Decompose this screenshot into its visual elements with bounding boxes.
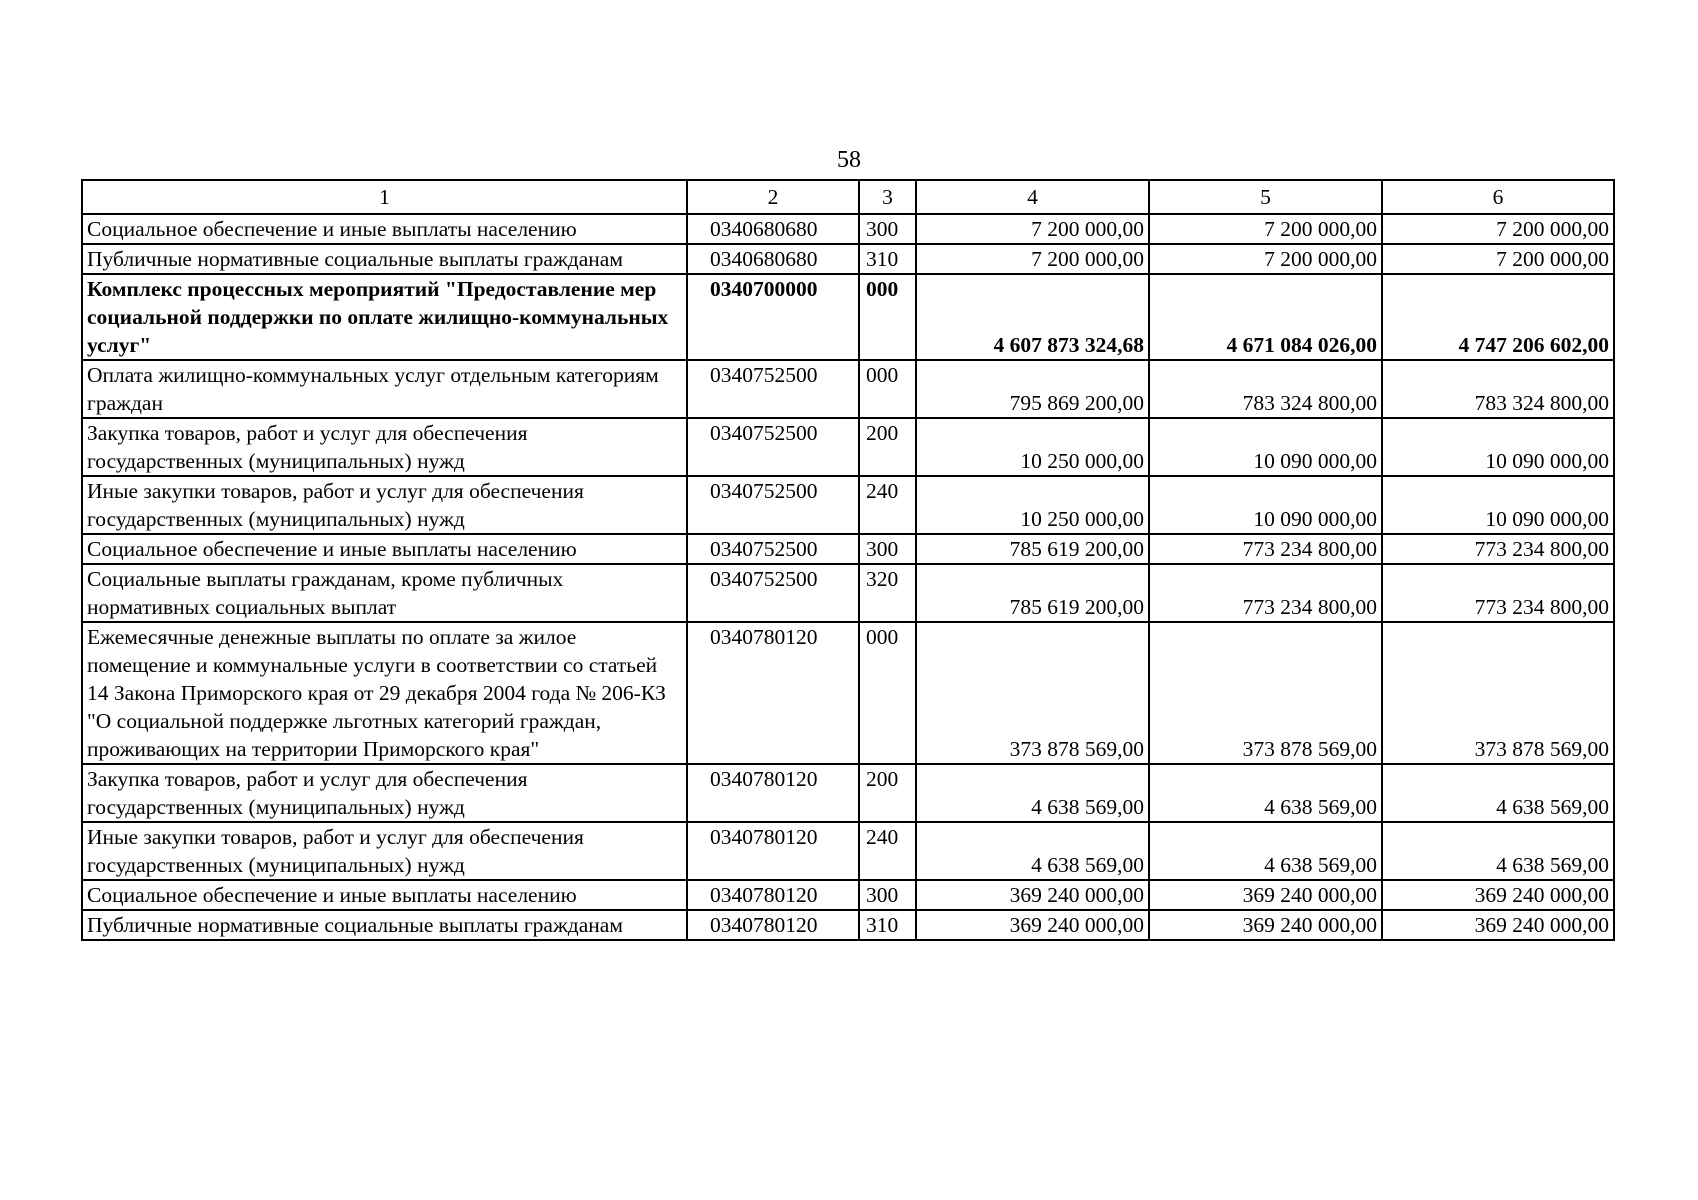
value-col4-cell: 7 200 000,00 (916, 214, 1149, 244)
name-cell: Социальное обеспечение и иные выплаты населению (82, 880, 687, 910)
table-row (82, 534, 1614, 564)
value-col4-cell: 4 607 873 324,68 (916, 274, 1149, 360)
value-col5-cell: 4 638 569,00 (1149, 822, 1382, 880)
value-col4-cell: 785 619 200,00 (916, 534, 1149, 564)
value-col4-cell: 10 250 000,00 (916, 418, 1149, 476)
name-cell: Социальное обеспечение и иные выплаты населению (82, 534, 687, 564)
kind-cell: 240 (859, 822, 916, 880)
value-col6-cell: 4 638 569,00 (1382, 822, 1614, 880)
kind-cell: 200 (859, 418, 916, 476)
kind-cell: 320 (859, 564, 916, 622)
value-col6-cell: 373 878 569,00 (1382, 622, 1614, 764)
name-cell: Комплекс процессных мероприятий "Предоставление мер социальной поддержки по оплате жилищно-коммунальных услуг" (82, 274, 687, 360)
value-col4-cell: 4 638 569,00 (916, 822, 1149, 880)
name-cell: Публичные нормативные социальные выплаты гражданам (82, 910, 687, 940)
value-col6-cell: 4 747 206 602,00 (1382, 274, 1614, 360)
kind-cell: 000 (859, 622, 916, 764)
value-col5-cell: 7 200 000,00 (1149, 244, 1382, 274)
column-header: 1 (82, 180, 687, 214)
value-col5-cell: 4 638 569,00 (1149, 764, 1382, 822)
code-cell: 0340780120 (687, 910, 859, 940)
value-col6-cell: 4 638 569,00 (1382, 764, 1614, 822)
header-row (82, 180, 1614, 214)
value-col6-cell: 10 090 000,00 (1382, 418, 1614, 476)
value-col6-cell: 10 090 000,00 (1382, 476, 1614, 534)
name-cell: Иные закупки товаров, работ и услуг для обеспечения государственных (муниципальных) нужд (82, 476, 687, 534)
value-col5-cell: 4 671 084 026,00 (1149, 274, 1382, 360)
value-col6-cell: 369 240 000,00 (1382, 880, 1614, 910)
value-col4-cell: 795 869 200,00 (916, 360, 1149, 418)
value-col5-cell: 773 234 800,00 (1149, 534, 1382, 564)
code-cell: 0340752500 (687, 360, 859, 418)
value-col4-cell: 369 240 000,00 (916, 910, 1149, 940)
table-row (82, 822, 1614, 880)
value-col6-cell: 7 200 000,00 (1382, 214, 1614, 244)
kind-cell: 310 (859, 910, 916, 940)
kind-cell: 300 (859, 214, 916, 244)
value-col5-cell: 783 324 800,00 (1149, 360, 1382, 418)
name-cell: Ежемесячные денежные выплаты по оплате за жилое помещение и коммунальные услуги в соответствии со статьей 14 Закона Приморского края от 29 декабря 2004 года № 206-КЗ "О социальной поддержке льготных категорий граждан, проживающих на территории Приморского края" (82, 622, 687, 764)
table-row (82, 476, 1614, 534)
table-row (82, 244, 1614, 274)
value-col5-cell: 10 090 000,00 (1149, 418, 1382, 476)
code-cell: 0340752500 (687, 476, 859, 534)
code-cell: 0340680680 (687, 244, 859, 274)
value-col4-cell: 10 250 000,00 (916, 476, 1149, 534)
kind-cell: 300 (859, 880, 916, 910)
name-cell: Оплата жилищно-коммунальных услуг отдельным категориям граждан (82, 360, 687, 418)
name-cell: Социальные выплаты гражданам, кроме публичных нормативных социальных выплат (82, 564, 687, 622)
value-col6-cell: 7 200 000,00 (1382, 244, 1614, 274)
value-col4-cell: 7 200 000,00 (916, 244, 1149, 274)
value-col4-cell: 373 878 569,00 (916, 622, 1149, 764)
table-row (82, 880, 1614, 910)
table-row (82, 564, 1614, 622)
value-col5-cell: 369 240 000,00 (1149, 880, 1382, 910)
budget-table-body (82, 180, 1614, 940)
value-col5-cell: 373 878 569,00 (1149, 622, 1382, 764)
value-col4-cell: 369 240 000,00 (916, 880, 1149, 910)
table-row (82, 622, 1614, 764)
value-col6-cell: 773 234 800,00 (1382, 564, 1614, 622)
kind-cell: 000 (859, 274, 916, 360)
column-header: 4 (916, 180, 1149, 214)
code-cell: 0340752500 (687, 418, 859, 476)
table-row (82, 764, 1614, 822)
table-row (82, 360, 1614, 418)
code-cell: 0340780120 (687, 822, 859, 880)
code-cell: 0340680680 (687, 214, 859, 244)
table-row (82, 214, 1614, 244)
value-col5-cell: 773 234 800,00 (1149, 564, 1382, 622)
value-col5-cell: 7 200 000,00 (1149, 214, 1382, 244)
kind-cell: 300 (859, 534, 916, 564)
kind-cell: 310 (859, 244, 916, 274)
value-col5-cell: 10 090 000,00 (1149, 476, 1382, 534)
code-cell: 0340700000 (687, 274, 859, 360)
value-col5-cell: 369 240 000,00 (1149, 910, 1382, 940)
value-col6-cell: 773 234 800,00 (1382, 534, 1614, 564)
value-col6-cell: 369 240 000,00 (1382, 910, 1614, 940)
code-cell: 0340752500 (687, 534, 859, 564)
table-row (82, 910, 1614, 940)
column-header: 5 (1149, 180, 1382, 214)
column-header: 3 (859, 180, 916, 214)
kind-cell: 000 (859, 360, 916, 418)
value-col4-cell: 785 619 200,00 (916, 564, 1149, 622)
code-cell: 0340780120 (687, 622, 859, 764)
name-cell: Социальное обеспечение и иные выплаты населению (82, 214, 687, 244)
name-cell: Закупка товаров, работ и услуг для обеспечения государственных (муниципальных) нужд (82, 418, 687, 476)
name-cell: Публичные нормативные социальные выплаты гражданам (82, 244, 687, 274)
kind-cell: 240 (859, 476, 916, 534)
code-cell: 0340780120 (687, 764, 859, 822)
name-cell: Иные закупки товаров, работ и услуг для обеспечения государственных (муниципальных) нужд (82, 822, 687, 880)
value-col4-cell: 4 638 569,00 (916, 764, 1149, 822)
column-header: 6 (1382, 180, 1614, 214)
table-row (82, 274, 1614, 360)
code-cell: 0340780120 (687, 880, 859, 910)
budget-table (81, 179, 1615, 941)
column-header: 2 (687, 180, 859, 214)
page-number: 58 (837, 147, 861, 173)
kind-cell: 200 (859, 764, 916, 822)
code-cell: 0340752500 (687, 564, 859, 622)
name-cell: Закупка товаров, работ и услуг для обеспечения государственных (муниципальных) нужд (82, 764, 687, 822)
value-col6-cell: 783 324 800,00 (1382, 360, 1614, 418)
table-row (82, 418, 1614, 476)
